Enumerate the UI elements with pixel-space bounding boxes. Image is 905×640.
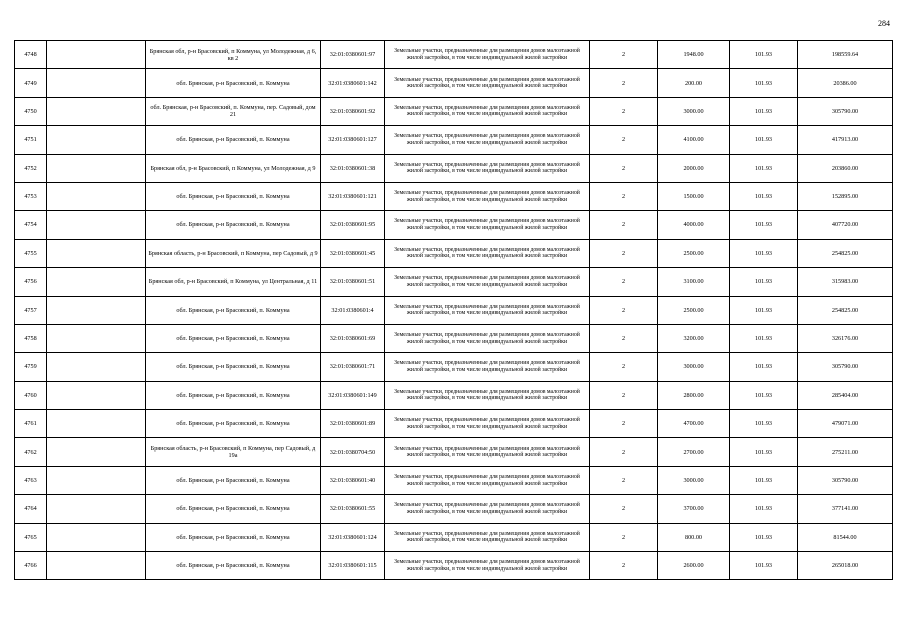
category-cell: 2 xyxy=(590,410,658,438)
area-cell: 2500.00 xyxy=(658,239,730,267)
cadastral-value-cell: 326176.00 xyxy=(798,324,893,352)
row-number-cell: 4753 xyxy=(15,182,47,210)
cadastral-number-cell: 32:01:0380601:124 xyxy=(321,523,385,551)
cadastral-number-cell: 32:01:0380601:92 xyxy=(321,97,385,125)
empty-cell xyxy=(47,126,146,154)
cadastral-number-cell: 32:01:0380601:38 xyxy=(321,154,385,182)
cadastral-value-cell: 315983.00 xyxy=(798,268,893,296)
table-row xyxy=(15,268,893,296)
cadastral-value-cell: 254825.00 xyxy=(798,296,893,324)
specific-value-cell: 101.93 xyxy=(730,69,798,97)
area-cell: 1948.00 xyxy=(658,41,730,69)
empty-cell xyxy=(47,41,146,69)
row-number-cell: 4751 xyxy=(15,126,47,154)
empty-cell xyxy=(47,495,146,523)
empty-cell xyxy=(47,438,146,466)
area-cell: 2800.00 xyxy=(658,381,730,409)
land-use-cell: Земельные участки, предназначенные для размещения домов малоэтажной жилой застройки, в том числе индивидуальной жилой застройки xyxy=(385,182,590,210)
cadastral-value-cell: 377141.00 xyxy=(798,495,893,523)
address-cell: обл. Брянская, р-н Брасовский, п. Коммуна xyxy=(146,182,321,210)
empty-cell xyxy=(47,69,146,97)
address-cell: Брянская обл, р-н Брасовский, п Коммуна, ул Центральная, д 11 xyxy=(146,268,321,296)
land-use-cell: Земельные участки, предназначенные для размещения домов малоэтажной жилой застройки, в том числе индивидуальной жилой застройки xyxy=(385,69,590,97)
cadastral-number-cell: 32:01:0380601:4 xyxy=(321,296,385,324)
address-cell: обл. Брянская, р-н Брасовский, п. Коммуна xyxy=(146,324,321,352)
empty-cell xyxy=(47,523,146,551)
area-cell: 3000.00 xyxy=(658,466,730,494)
table-row xyxy=(15,324,893,352)
cadastral-value-cell: 198559.64 xyxy=(798,41,893,69)
land-use-cell: Земельные участки, предназначенные для размещения домов малоэтажной жилой застройки, в том числе индивидуальной жилой застройки xyxy=(385,296,590,324)
address-cell: обл. Брянская, р-н Брасовский, п. Коммуна, пер. Садовый, дом 21 xyxy=(146,97,321,125)
area-cell: 3000.00 xyxy=(658,353,730,381)
empty-cell xyxy=(47,324,146,352)
category-cell: 2 xyxy=(590,211,658,239)
cadastral-number-cell: 32:01:0380704:50 xyxy=(321,438,385,466)
category-cell: 2 xyxy=(590,438,658,466)
land-use-cell: Земельные участки, предназначенные для размещения домов малоэтажной жилой застройки, в том числе индивидуальной жилой застройки xyxy=(385,41,590,69)
specific-value-cell: 101.93 xyxy=(730,154,798,182)
address-cell: обл. Брянская, р-н Брасовский, п. Коммуна xyxy=(146,523,321,551)
cadastral-value-cell: 407720.00 xyxy=(798,211,893,239)
specific-value-cell: 101.93 xyxy=(730,381,798,409)
row-number-cell: 4749 xyxy=(15,69,47,97)
row-number-cell: 4748 xyxy=(15,41,47,69)
cadastral-number-cell: 32:01:0380601:69 xyxy=(321,324,385,352)
category-cell: 2 xyxy=(590,381,658,409)
cadastral-value-cell: 479071.00 xyxy=(798,410,893,438)
specific-value-cell: 101.93 xyxy=(730,353,798,381)
land-use-cell: Земельные участки, предназначенные для размещения домов малоэтажной жилой застройки, в том числе индивидуальной жилой застройки xyxy=(385,466,590,494)
specific-value-cell: 101.93 xyxy=(730,296,798,324)
cadastral-number-cell: 32:01:0380601:89 xyxy=(321,410,385,438)
cadastral-value-cell: 285404.00 xyxy=(798,381,893,409)
specific-value-cell: 101.93 xyxy=(730,410,798,438)
cadastral-number-cell: 32:01:0380601:45 xyxy=(321,239,385,267)
table-row xyxy=(15,239,893,267)
cadastral-number-cell: 32:01:0380601:51 xyxy=(321,268,385,296)
area-cell: 3700.00 xyxy=(658,495,730,523)
empty-cell xyxy=(47,552,146,580)
table-row xyxy=(15,495,893,523)
land-use-cell: Земельные участки, предназначенные для размещения домов малоэтажной жилой застройки, в том числе индивидуальной жилой застройки xyxy=(385,552,590,580)
row-number-cell: 4761 xyxy=(15,410,47,438)
empty-cell xyxy=(47,154,146,182)
area-cell: 1500.00 xyxy=(658,182,730,210)
table-row xyxy=(15,353,893,381)
area-cell: 4700.00 xyxy=(658,410,730,438)
address-cell: обл. Брянская, р-н Брасовский, п. Коммуна xyxy=(146,410,321,438)
cadastral-number-cell: 32:01:0380601:55 xyxy=(321,495,385,523)
area-cell: 3200.00 xyxy=(658,324,730,352)
category-cell: 2 xyxy=(590,97,658,125)
area-cell: 3000.00 xyxy=(658,97,730,125)
row-number-cell: 4765 xyxy=(15,523,47,551)
specific-value-cell: 101.93 xyxy=(730,495,798,523)
empty-cell xyxy=(47,211,146,239)
category-cell: 2 xyxy=(590,552,658,580)
area-cell: 3100.00 xyxy=(658,268,730,296)
address-cell: обл. Брянская, р-н Брасовский, п. Коммуна xyxy=(146,211,321,239)
row-number-cell: 4755 xyxy=(15,239,47,267)
table-row xyxy=(15,211,893,239)
empty-cell xyxy=(47,466,146,494)
cadastral-number-cell: 32:01:0380601:71 xyxy=(321,353,385,381)
empty-cell xyxy=(47,239,146,267)
land-use-cell: Земельные участки, предназначенные для размещения домов малоэтажной жилой застройки, в том числе индивидуальной жилой застройки xyxy=(385,495,590,523)
row-number-cell: 4757 xyxy=(15,296,47,324)
empty-cell xyxy=(47,97,146,125)
cadastral-value-cell: 417913.00 xyxy=(798,126,893,154)
land-use-cell: Земельные участки, предназначенные для размещения домов малоэтажной жилой застройки, в том числе индивидуальной жилой застройки xyxy=(385,324,590,352)
cadastral-number-cell: 32:01:0380601:40 xyxy=(321,466,385,494)
address-cell: обл. Брянская, р-н Брасовский, п. Коммуна xyxy=(146,552,321,580)
specific-value-cell: 101.93 xyxy=(730,41,798,69)
row-number-cell: 4752 xyxy=(15,154,47,182)
row-number-cell: 4760 xyxy=(15,381,47,409)
land-use-cell: Земельные участки, предназначенные для размещения домов малоэтажной жилой застройки, в том числе индивидуальной жилой застройки xyxy=(385,381,590,409)
cadastral-number-cell: 32:01:0380601:149 xyxy=(321,381,385,409)
land-use-cell: Земельные участки, предназначенные для размещения домов малоэтажной жилой застройки, в том числе индивидуальной жилой застройки xyxy=(385,239,590,267)
category-cell: 2 xyxy=(590,268,658,296)
area-cell: 2500.00 xyxy=(658,296,730,324)
specific-value-cell: 101.93 xyxy=(730,211,798,239)
category-cell: 2 xyxy=(590,353,658,381)
land-use-cell: Земельные участки, предназначенные для размещения домов малоэтажной жилой застройки, в том числе индивидуальной жилой застройки xyxy=(385,523,590,551)
area-cell: 200.00 xyxy=(658,69,730,97)
land-use-cell: Земельные участки, предназначенные для размещения домов малоэтажной жилой застройки, в том числе индивидуальной жилой застройки xyxy=(385,97,590,125)
address-cell: обл. Брянская, р-н Брасовский, п. Коммуна xyxy=(146,69,321,97)
category-cell: 2 xyxy=(590,324,658,352)
address-cell: обл. Брянская, р-н Брасовский, п. Коммуна xyxy=(146,126,321,154)
address-cell: обл. Брянская, р-н Брасовский, п. Коммуна xyxy=(146,353,321,381)
cadastral-value-cell: 305790.00 xyxy=(798,353,893,381)
cadastral-value-cell: 203860.00 xyxy=(798,154,893,182)
specific-value-cell: 101.93 xyxy=(730,523,798,551)
specific-value-cell: 101.93 xyxy=(730,97,798,125)
land-registry-table xyxy=(14,40,893,580)
address-cell: Брянская область, р-н Брасовский, п Коммуна, пер Садовый, д 9 xyxy=(146,239,321,267)
specific-value-cell: 101.93 xyxy=(730,552,798,580)
address-cell: обл. Брянская, р-н Брасовский, п. Коммуна xyxy=(146,296,321,324)
empty-cell xyxy=(47,381,146,409)
table-row xyxy=(15,69,893,97)
table-row xyxy=(15,438,893,466)
cadastral-value-cell: 20386.00 xyxy=(798,69,893,97)
specific-value-cell: 101.93 xyxy=(730,438,798,466)
cadastral-number-cell: 32:01:0380601:97 xyxy=(321,41,385,69)
table-row xyxy=(15,552,893,580)
cadastral-number-cell: 32:01:0380601:115 xyxy=(321,552,385,580)
table-row xyxy=(15,97,893,125)
category-cell: 2 xyxy=(590,126,658,154)
category-cell: 2 xyxy=(590,41,658,69)
category-cell: 2 xyxy=(590,466,658,494)
address-cell: обл. Брянская, р-н Брасовский, п. Коммуна xyxy=(146,381,321,409)
cadastral-value-cell: 265018.00 xyxy=(798,552,893,580)
specific-value-cell: 101.93 xyxy=(730,324,798,352)
table-row xyxy=(15,410,893,438)
land-use-cell: Земельные участки, предназначенные для размещения домов малоэтажной жилой застройки, в том числе индивидуальной жилой застройки xyxy=(385,410,590,438)
empty-cell xyxy=(47,410,146,438)
row-number-cell: 4759 xyxy=(15,353,47,381)
category-cell: 2 xyxy=(590,239,658,267)
cadastral-number-cell: 32:01:0380601:142 xyxy=(321,69,385,97)
cadastral-value-cell: 152895.00 xyxy=(798,182,893,210)
specific-value-cell: 101.93 xyxy=(730,182,798,210)
table-row xyxy=(15,41,893,69)
land-use-cell: Земельные участки, предназначенные для размещения домов малоэтажной жилой застройки, в том числе индивидуальной жилой застройки xyxy=(385,438,590,466)
land-use-cell: Земельные участки, предназначенные для размещения домов малоэтажной жилой застройки, в том числе индивидуальной жилой застройки xyxy=(385,353,590,381)
cadastral-number-cell: 32:01:0380601:121 xyxy=(321,182,385,210)
table-body xyxy=(15,41,893,580)
address-cell: Брянская обл, р-н Брасовский, п Коммуна, ул Молодежная, д 9 xyxy=(146,154,321,182)
specific-value-cell: 101.93 xyxy=(730,126,798,154)
specific-value-cell: 101.93 xyxy=(730,268,798,296)
land-use-cell: Земельные участки, предназначенные для размещения домов малоэтажной жилой застройки, в том числе индивидуальной жилой застройки xyxy=(385,268,590,296)
row-number-cell: 4754 xyxy=(15,211,47,239)
cadastral-value-cell: 254825.00 xyxy=(798,239,893,267)
empty-cell xyxy=(47,296,146,324)
table-row xyxy=(15,154,893,182)
address-cell: обл. Брянская, р-н Брасовский, п. Коммуна xyxy=(146,466,321,494)
category-cell: 2 xyxy=(590,69,658,97)
row-number-cell: 4750 xyxy=(15,97,47,125)
cadastral-number-cell: 32:01:0380601:95 xyxy=(321,211,385,239)
row-number-cell: 4763 xyxy=(15,466,47,494)
table-row xyxy=(15,126,893,154)
area-cell: 4100.00 xyxy=(658,126,730,154)
land-use-cell: Земельные участки, предназначенные для размещения домов малоэтажной жилой застройки, в том числе индивидуальной жилой застройки xyxy=(385,126,590,154)
land-use-cell: Земельные участки, предназначенные для размещения домов малоэтажной жилой застройки, в том числе индивидуальной жилой застройки xyxy=(385,154,590,182)
specific-value-cell: 101.93 xyxy=(730,239,798,267)
row-number-cell: 4762 xyxy=(15,438,47,466)
table-row xyxy=(15,182,893,210)
table-row xyxy=(15,523,893,551)
empty-cell xyxy=(47,268,146,296)
land-use-cell: Земельные участки, предназначенные для размещения домов малоэтажной жилой застройки, в том числе индивидуальной жилой застройки xyxy=(385,211,590,239)
table-row xyxy=(15,381,893,409)
category-cell: 2 xyxy=(590,523,658,551)
row-number-cell: 4764 xyxy=(15,495,47,523)
address-cell: Брянская обл, р-н Брасовский, п Коммуна, ул Молодежная, д 6, кв 2 xyxy=(146,41,321,69)
area-cell: 2700.00 xyxy=(658,438,730,466)
area-cell: 2000.00 xyxy=(658,154,730,182)
table-row xyxy=(15,466,893,494)
page-number: 284 xyxy=(878,19,890,28)
address-cell: Брянская область, р-н Брасовский, п Коммуна, пер Садовый, д 19а xyxy=(146,438,321,466)
empty-cell xyxy=(47,353,146,381)
area-cell: 800.00 xyxy=(658,523,730,551)
cadastral-value-cell: 275211.00 xyxy=(798,438,893,466)
category-cell: 2 xyxy=(590,296,658,324)
area-cell: 4000.00 xyxy=(658,211,730,239)
row-number-cell: 4758 xyxy=(15,324,47,352)
table-row xyxy=(15,296,893,324)
specific-value-cell: 101.93 xyxy=(730,466,798,494)
cadastral-value-cell: 305790.00 xyxy=(798,97,893,125)
cadastral-number-cell: 32:01:0380601:127 xyxy=(321,126,385,154)
category-cell: 2 xyxy=(590,182,658,210)
cadastral-value-cell: 81544.00 xyxy=(798,523,893,551)
category-cell: 2 xyxy=(590,495,658,523)
area-cell: 2600.00 xyxy=(658,552,730,580)
cadastral-value-cell: 305790.00 xyxy=(798,466,893,494)
empty-cell xyxy=(47,182,146,210)
row-number-cell: 4756 xyxy=(15,268,47,296)
category-cell: 2 xyxy=(590,154,658,182)
address-cell: обл. Брянская, р-н Брасовский, п. Коммуна xyxy=(146,495,321,523)
row-number-cell: 4766 xyxy=(15,552,47,580)
